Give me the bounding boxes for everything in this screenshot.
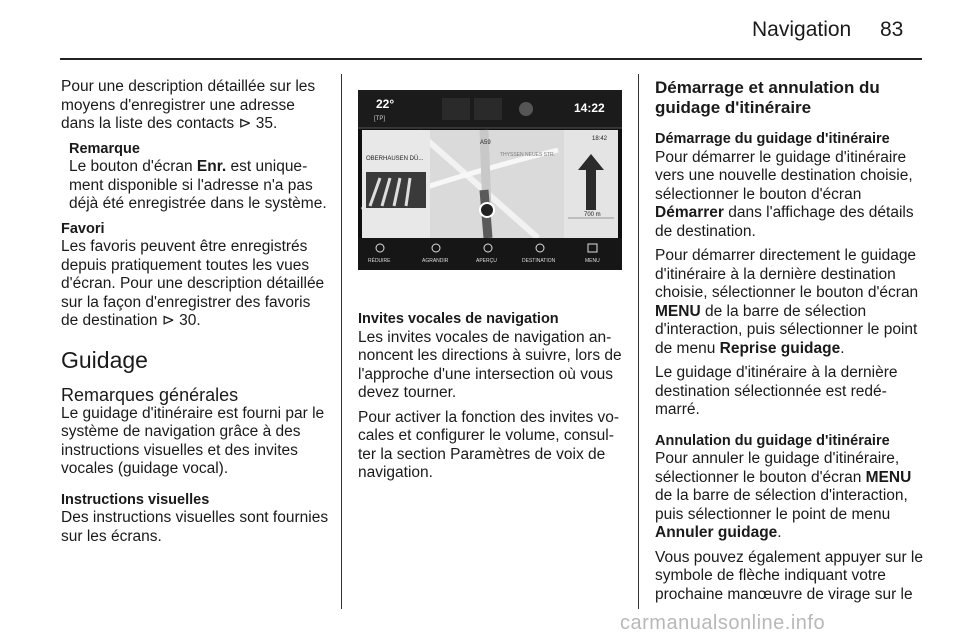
voice-title: Invites vocales de navigation — [358, 311, 559, 327]
favorites-text: Les favoris peuvent être enregistrés depuis pratiquement toutes les vues d'écran. Pour une description détaillée sur la façon d'enregistrer des favoris de destination ⊳ 30. — [61, 238, 325, 329]
screen-btn-destination: DESTINATION — [522, 258, 556, 264]
screen-svg — [358, 90, 622, 270]
screen-tp-label: [TP] — [374, 116, 386, 122]
screen-distance: 700 m — [584, 212, 601, 218]
screen-temperature: 22° — [376, 97, 395, 111]
column-middle — [358, 310, 623, 489]
page-header — [0, 0, 960, 62]
screen-btn-reduce: RÉDUIRE — [368, 258, 391, 264]
navigation-screen-illustration — [358, 90, 622, 270]
visual-text: Des instructions visuelles sont fournies sur les écrans. — [61, 509, 329, 545]
visual-title: Instructions visuelles — [61, 491, 210, 508]
cross-reference-icon: ⊳ — [161, 312, 180, 329]
section-heading: Démarrage et annulation du guidage d'itinéraire — [655, 78, 880, 117]
remark-block — [61, 140, 329, 214]
remark-text: Le bouton d'écran Enr. est uniquement disponible si l'adresse n'a pas déjà été enregistrée dans le système. — [69, 158, 327, 212]
screen-street-name: OBERHAUSEN DÜ... — [366, 156, 424, 162]
screen-road-number: A59 — [480, 140, 491, 146]
column-divider — [638, 74, 639, 609]
paragraph: Le guidage d'itinéraire à la dernière destination sélectionnée est redémarré. — [655, 364, 898, 418]
paragraph: Vous pouvez également appuyer sur le symbole de flèche indiquant votre prochaine manœuvre de virage sur le — [655, 548, 923, 603]
column-left — [61, 78, 329, 552]
page-title: Navigation — [752, 18, 852, 41]
column-divider — [341, 74, 342, 609]
section-heading: Guidage — [61, 346, 148, 373]
screen-btn-menu: MENU — [585, 258, 600, 264]
paragraph: Pour activer la fonction des invites vocales et configurer le volume, consulter la section Paramètres de voix de navigation. — [358, 408, 620, 481]
paragraph: Pour démarrer le guidage d'itinéraire vers une nouvelle destination choisie, sélectionner le bouton d'écran Démarrer dans l'affichage des détails de destination. — [655, 148, 914, 240]
page-number: 83 — [880, 18, 904, 41]
paragraph: Le guidage d'itinéraire est fourni par le système de navigation grâce à des instructions visuelles et des invites vocales (guidage vocal). — [61, 404, 325, 477]
screen-eta: 18:42 — [592, 136, 608, 142]
screen-btn-preview: APERÇU — [476, 258, 497, 264]
cancel-title: Annulation du guidage d'itinéraire — [655, 432, 890, 449]
subsection-heading: Remarques générales — [61, 384, 239, 405]
paragraph: Les invites vocales de navigation annoncent les directions à suivre, lors de l'approche d'une intersection où vous devez tourner. — [358, 328, 622, 401]
column-right — [655, 78, 925, 610]
remark-title: Remarque — [69, 140, 140, 157]
screen-btn-zoom: AGRANDIR — [422, 258, 449, 264]
watermark: carmanualsonline.info — [620, 612, 826, 634]
cross-reference-icon: ⊳ — [238, 115, 256, 132]
screen-time: 14:22 — [574, 101, 605, 115]
paragraph: Pour démarrer directement le guidage d'itinéraire à la dernière destination choisie, sélectionner le bouton d'écran MENU de la barre de sélection d'interaction, puis sélectionner le point de menu Reprise guidage. — [655, 247, 919, 357]
header-rule — [60, 58, 922, 60]
start-title: Démarrage du guidage d'itinéraire — [655, 131, 890, 147]
paragraph: Pour annuler le guidage d'itinéraire, sélectionner le bouton d'écran MENU de la barre de sélection d'interaction, puis sélectionner le point de menu Annuler guidage. — [655, 450, 912, 541]
screen-map-label: THYSSEN NEUES STR. — [500, 152, 556, 158]
favorites-title: Favori — [61, 220, 105, 237]
paragraph: Pour une description détaillée sur les moyens d'enregistrer une adresse dans la liste des contacts ⊳ 35. — [61, 78, 316, 132]
